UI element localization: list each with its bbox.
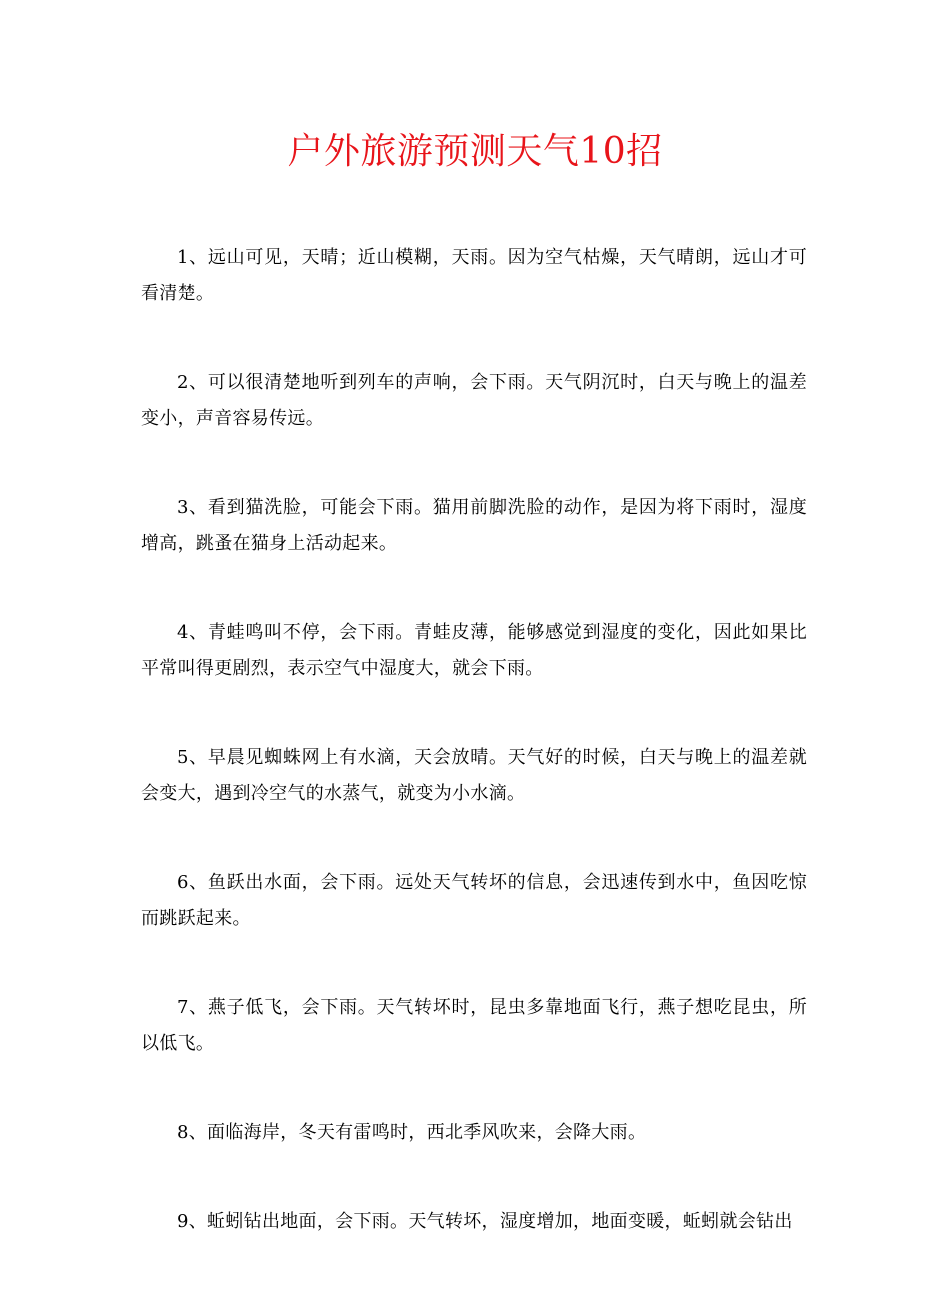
paragraph-4: 4、青蛙鸣叫不停，会下雨。青蛙皮薄，能够感觉到湿度的变化，因此如果比平常叫得更剧烈，表示空气中湿度大，就会下雨。 (141, 622, 807, 679)
document-title: 户外旅游预测天气10招 (287, 131, 663, 172)
paragraph-7: 7、燕子低飞，会下雨。天气转坏时，昆虫多靠地面飞行，燕子想吃昆虫，所以低飞。 (141, 997, 807, 1054)
paragraph-2: 2、可以很清楚地听到列车的声响，会下雨。天气阴沉时，白天与晚上的温差变小，声音容易传远。 (141, 372, 807, 429)
paragraph-3: 3、看到猫洗脸，可能会下雨。猫用前脚洗脸的动作，是因为将下雨时，湿度增高，跳蚤在猫身上活动起来。 (141, 497, 807, 554)
paragraph-6: 6、鱼跃出水面，会下雨。远处天气转坏的信息，会迅速传到水中，鱼因吃惊而跳跃起来。 (141, 872, 807, 929)
paragraph-5: 5、早晨见蜘蛛网上有水滴，天会放晴。天气好的时候，白天与晚上的温差就会变大，遇到冷空气的水蒸气，就变为小水滴。 (141, 747, 807, 804)
paragraph-1: 1、远山可见，天晴；近山模糊，天雨。因为空气枯燥，天气晴朗，远山才可看清楚。 (141, 247, 807, 304)
paragraph-8: 8、面临海岸，冬天有雷鸣时，西北季风吹来，会降大雨。 (177, 1122, 647, 1143)
document-body (141, 240, 807, 1293)
paragraph-9: 9、蚯蚓钻出地面，会下雨。天气转坏，湿度增加，地面变暖，蚯蚓就会钻出 (177, 1211, 793, 1232)
